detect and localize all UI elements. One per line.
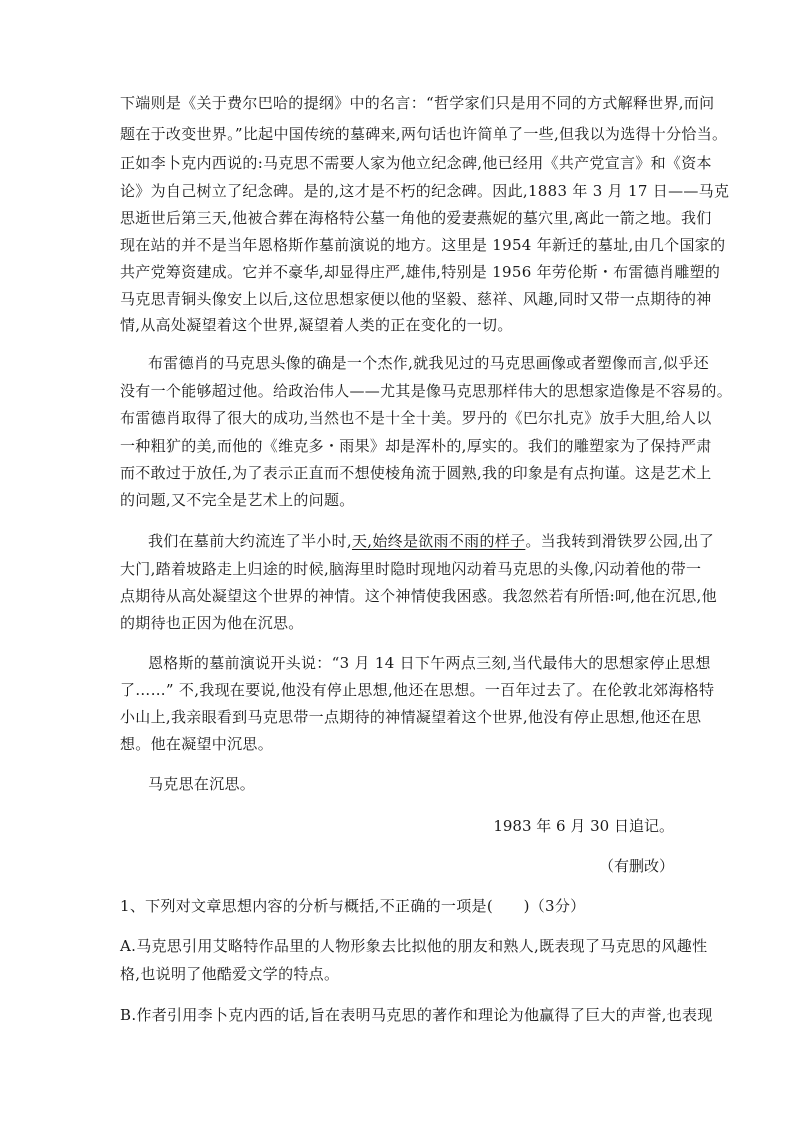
paragraph-line: 点期待从高处凝望这个世界的神情。这个神情使我困惑。我忽然若有所悟:呵,他在沉思,他 <box>120 587 717 605</box>
paragraph-line: 而不敢过于放任,为了表示正直而不想使棱角流于圆熟,我的印象是有点拘谨。这是艺术上 <box>120 464 712 482</box>
paragraph-line <box>148 532 715 550</box>
paragraph-line: 的问题,又不完全是艺术上的问题。 <box>120 491 355 509</box>
paragraph-line: 布雷德肖取得了很大的成功,当然也不是十全十美。罗丹的《巴尔扎克》放手大胆,给人以 <box>120 409 712 427</box>
paragraph-line: 没有一个能够超过他。给政治伟人——尤其是像马克思那样伟大的思想家造像是不容易的。 <box>120 382 733 400</box>
underlined-phrase: 天,始终是欲雨不雨的样子 <box>351 532 526 550</box>
paragraph-line: 论》为自己树立了纪念碑。是的,这才是不朽的纪念碑。因此,1883 年 3 月 17 日——马克 <box>120 182 730 200</box>
option-line: 格,也说明了他酷爱文学的特点。 <box>120 965 340 983</box>
paragraph-line: 了……” 不,我现在要说,他没有停止思想,他还在思想。一百年过去了。在伦敦北郊海格特 <box>120 681 715 699</box>
paragraph-line: 布雷德肖的马克思头像的确是一个杰作,就我见过的马克思画像或者塑像而言,似乎还 <box>148 354 709 372</box>
text-segment: 。当我转到滑铁罗公园,出了 <box>525 532 715 550</box>
paragraph-line: 下端则是《关于费尔巴哈的提纲》中的名言：“哲学家们只是用不同的方式解释世界,而问 <box>120 94 715 112</box>
edit-note: （有删改） <box>598 857 674 875</box>
option-line: A.马克思引用艾略特作品里的人物形象去比拟他的朋友和熟人,既表现了马克思的风趣性 <box>120 937 708 955</box>
paragraph-line: 马克思青铜头像安上以后,这位思想家便以他的坚毅、慈祥、风趣,同时又带一点期待的神 <box>120 290 712 308</box>
paragraph-line: 正如李卜克内西说的:马克思不需要人家为他立纪念碑,他已经用《共产党宣言》和《资本 <box>120 154 712 172</box>
paragraph-line: 大门,踏着坡路走上归途的时候,脑海里时隐时现地闪动着马克思的头像,闪动着他的带一 <box>120 560 702 578</box>
date-note: 1983 年 6 月 30 日追记。 <box>493 817 674 835</box>
paragraph-line: 题在于改变世界。”比起中国传统的墓碑来,两句话也许简单了一些,但我以为选得十分恰当。 <box>120 125 728 143</box>
paragraph-line: 情,从高处凝望着这个世界,凝望着人类的正在变化的一切。 <box>120 316 513 334</box>
paragraph-line: 马克思在沉思。 <box>148 775 256 793</box>
paragraph-line: 一种粗犷的美,而他的《维克多・雨果》却是浑朴的,厚实的。我们的雕塑家为了保持严肃 <box>120 437 712 455</box>
paragraph-line: 想。他在凝望中沉思。 <box>120 735 274 753</box>
paragraph-line: 小山上,我亲眼看到马克思带一点期待的神情凝望着这个世界,他没有停止思想,他还在思 <box>120 708 702 726</box>
paragraph-line: 恩格斯的墓前演说开头说：“3 月 14 日下午两点三刻,当代最伟大的思想家停止思想 <box>148 654 711 672</box>
text-segment: 我们在墓前大约流连了半小时, <box>148 532 352 550</box>
option-line: B.作者引用李卜克内西的话,旨在表明马克思的著作和理论为他赢得了巨大的声誉,也表现 <box>120 1006 713 1024</box>
paragraph-line: 的期待也正因为他在沉思。 <box>120 614 304 632</box>
paragraph-line: 共产党筹资建成。它并不豪华,却显得庄严,雄伟,特别是 1956 年劳伦斯・布雷德肖雕塑的 <box>120 263 721 281</box>
question-line: 1、下列对文章思想内容的分析与概括,不正确的一项是( )（3分） <box>120 897 586 915</box>
paragraph-line: 思逝世后第三天,他被合葬在海格特公墓一角他的爱妻燕妮的墓穴里,离此一箭之地。我们 <box>120 209 712 227</box>
paragraph-line: 现在站的并不是当年恩格斯作墓前演说的地方。这里是 1954 年新迁的墓址,由几个国家的 <box>120 236 726 254</box>
